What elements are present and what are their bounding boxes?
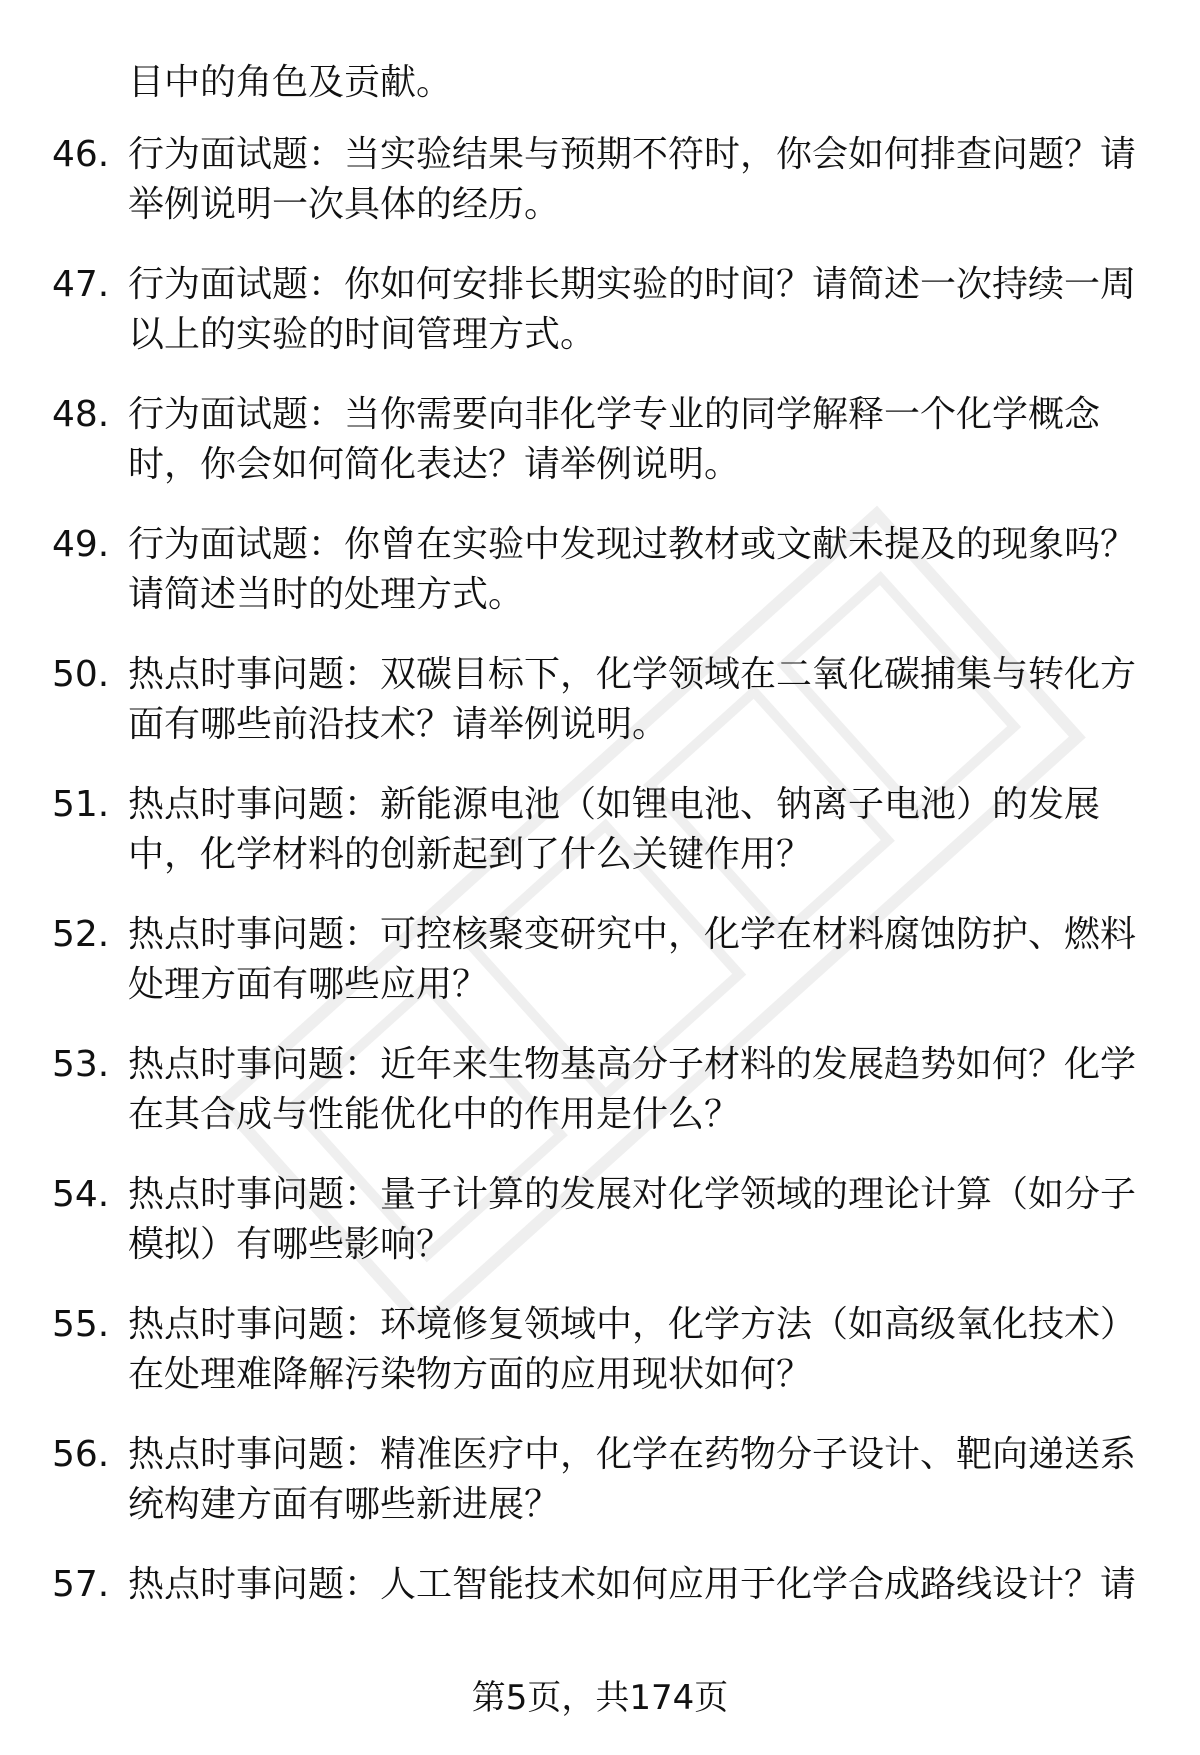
question-number: 50. — [52, 654, 110, 695]
question-text-line: 热点时事问题：双碳目标下，化学领域在二氧化碳捕集与转化方 — [128, 654, 1137, 695]
question-text-line: 面有哪些前沿技术？请举例说明。 — [128, 704, 669, 745]
question-number: 54. — [52, 1174, 110, 1215]
question-text-line: 热点时事问题：精准医疗中，化学在药物分子设计、靶向递送系 — [128, 1434, 1137, 1475]
question-number: 57. — [52, 1564, 110, 1605]
question-text-line: 中，化学材料的创新起到了什么关键作用？ — [128, 834, 813, 875]
question-text-line: 行为面试题：你曾在实验中发现过教材或文献未提及的现象吗？ — [128, 524, 1137, 565]
question-number: 53. — [52, 1044, 110, 1085]
question-text-line: 热点时事问题：环境修复领域中，化学方法（如高级氧化技术） — [128, 1304, 1137, 1345]
question-number: 48. — [52, 394, 110, 435]
question-number: 46. — [52, 134, 110, 175]
question-text-line: 处理方面有哪些应用？ — [128, 964, 489, 1005]
question-text-line: 请简述当时的处理方式。 — [128, 574, 525, 615]
question-number: 47. — [52, 264, 110, 305]
question-text-line: 行为面试题：当实验结果与预期不符时，你会如何排查问题？请 — [128, 134, 1137, 175]
question-number: 56. — [52, 1434, 110, 1475]
question-text-line: 热点时事问题：可控核聚变研究中，化学在材料腐蚀防护、燃料 — [128, 914, 1137, 955]
question-text-line: 热点时事问题：人工智能技术如何应用于化学合成路线设计？请 — [128, 1564, 1137, 1605]
question-number: 52. — [52, 914, 110, 955]
question-text-line: 统构建方面有哪些新进展？ — [128, 1484, 561, 1525]
question-text-line: 热点时事问题：新能源电池（如锂电池、钠离子电池）的发展 — [128, 784, 1101, 825]
question-number: 55. — [52, 1304, 110, 1345]
continuation-text: 目中的角色及贡献。 — [128, 62, 453, 103]
question-text-line: 时，你会如何简化表达？请举例说明。 — [128, 444, 741, 485]
question-text-line: 举例说明一次具体的经历。 — [128, 184, 561, 225]
question-text-line: 在其合成与性能优化中的作用是什么？ — [128, 1094, 741, 1135]
page-footer: 第5页，共174页 — [471, 1678, 729, 1718]
question-text-line: 热点时事问题：近年来生物基高分子材料的发展趋势如何？化学 — [128, 1044, 1137, 1085]
question-text-line: 行为面试题：当你需要向非化学专业的同学解释一个化学概念 — [128, 394, 1101, 435]
question-text-line: 热点时事问题：量子计算的发展对化学领域的理论计算（如分子 — [128, 1174, 1137, 1215]
question-number: 49. — [52, 524, 110, 565]
question-text-line: 模拟）有哪些影响？ — [128, 1224, 453, 1265]
question-text-line: 在处理难降解污染物方面的应用现状如何？ — [128, 1354, 813, 1395]
question-text-line: 行为面试题：你如何安排长期实验的时间？请简述一次持续一周 — [128, 264, 1137, 305]
question-number: 51. — [52, 784, 110, 825]
question-text-line: 以上的实验的时间管理方式。 — [128, 314, 597, 355]
